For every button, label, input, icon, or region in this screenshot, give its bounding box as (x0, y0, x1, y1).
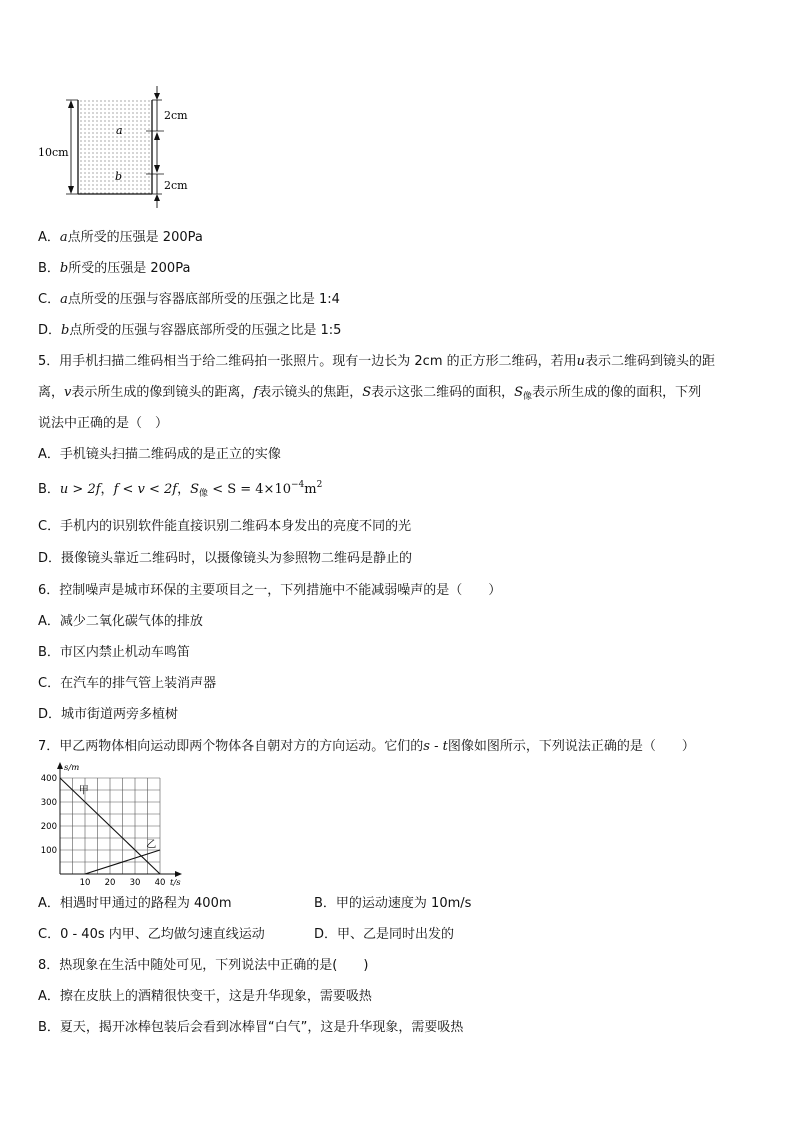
series-label-yi: 乙 (146, 839, 157, 851)
q6-option-d: D．城市街道两旁多植树 (38, 707, 179, 722)
q5-stem-line1: 5．用手机扫描二维码相当于给二维码拍一张照片。现有一边长为 2cm 的正方形二维码，若用u表示二维码到镜头的距 (38, 354, 716, 369)
q7-option-b: B．甲的运动速度为 10m/s (314, 896, 472, 911)
q6-option-c: C．在汽车的排气管上装消声器 (38, 676, 217, 691)
q6-stem: 6．控制噪声是城市环保的主要项目之一，下列措施中不能减弱噪声的是（ ） (38, 583, 502, 598)
y-tick-label: 300 (40, 798, 57, 808)
q4-option-a: A．a点所受的压强是 200Pa (38, 230, 203, 245)
x-tick-label: 10 (79, 878, 91, 886)
q5-option-d: D．摄像镜头靠近二维码时，以摄像镜头为参照物二维码是静止的 (38, 551, 413, 566)
x-tick-label: 20 (104, 878, 116, 886)
q5-option-b: B．u > 2f，f < v < 2f，$S_像 < S = 4\times 10^{-4}m^2$ (38, 480, 323, 499)
q7-stem: 7．甲乙两物体相向运动即两个物体各自朝对方的方向运动。它们的s - t图像如图所示，下列说法正确的是（ ） (38, 739, 695, 754)
q4-option-c: C．a点所受的压强与容器底部所受的压强之比是 1:4 (38, 292, 340, 307)
q7-option-c: C．0 - 40s 内甲、乙均做匀速直线运动 (38, 927, 265, 942)
q7-option-d: D．甲、乙是同时出发的 (314, 927, 455, 942)
q4-option-d: D．b点所受的压强与容器底部所受的压强之比是 1:5 (38, 323, 342, 338)
y-axis-label: s/m (64, 763, 80, 773)
q8-option-a: A．擦在皮肤上的酒精很快变干，这是升华现象，需要吸热 (38, 989, 372, 1004)
y-tick-label: 400 (40, 774, 57, 784)
q5-option-c: C．手机内的识别软件能直接识别二维码本身发出的亮度不同的光 (38, 519, 412, 534)
y-tick-label: 100 (40, 846, 57, 856)
bottom-gap-label: 2cm (164, 179, 188, 192)
x-axis-label: t/s (170, 878, 181, 886)
x-axis-arrow (175, 871, 182, 877)
y-tick-label: 200 (40, 822, 57, 832)
container-figure (36, 84, 196, 209)
y-axis-arrow (57, 762, 63, 769)
q7-option-a: A．相遇时甲通过的路程为 400m (38, 896, 232, 911)
q5-stem-line3: 说法中正确的是（ ） (38, 416, 169, 431)
x-tick-label: 30 (129, 878, 141, 886)
height-label: 10cm (38, 146, 69, 159)
q5-stem-line2: 离，v表示所生成的像到镜头的距离，f表示镜头的焦距，S表示这张二维码的面积，$S_像$表示所生成的像的面积，下列 (38, 385, 702, 402)
x-tick-label: 40 (154, 878, 166, 886)
top-gap-label: 2cm (164, 109, 188, 122)
q8-option-b: B．夏天，揭开冰棒包装后会看到冰棒冒“白气”，这是升华现象，需要吸热 (38, 1020, 464, 1035)
series-label-jia: 甲 (78, 785, 89, 797)
q5-option-a: A．手机镜头扫描二维码成的是正立的实像 (38, 447, 281, 462)
st-chart (36, 760, 186, 886)
q6-option-a: A．减少二氧化碳气体的排放 (38, 614, 203, 629)
q8-stem: 8．热现象在生活中随处可见，下列说法中正确的是( ) (38, 958, 369, 973)
point-b-label: b (115, 170, 123, 183)
q4-option-b: B．b所受的压强是 200Pa (38, 261, 191, 276)
point-a-label: a (116, 124, 123, 137)
q6-option-b: B．市区内禁止机动车鸣笛 (38, 645, 190, 660)
